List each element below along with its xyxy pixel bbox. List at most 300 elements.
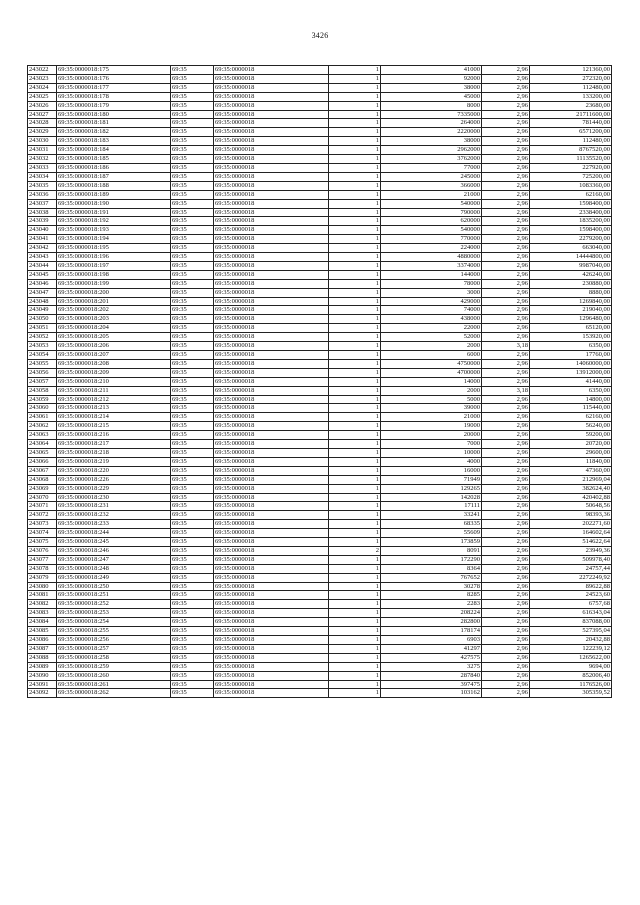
- table-row: [28, 671, 612, 680]
- row-id-cell: 243075: [28, 538, 57, 547]
- quarter-cell: 69:35:0000018: [214, 555, 329, 564]
- region-code-cell: 69:35: [171, 146, 214, 155]
- rate-cell: 2,96: [482, 457, 530, 466]
- rate-cell: 2,96: [482, 689, 530, 698]
- table-row: [28, 190, 612, 199]
- region-code-cell: 69:35: [171, 671, 214, 680]
- cadastral-number-cell: 69:35:0000018:262: [57, 689, 171, 698]
- region-code-cell: 69:35: [171, 555, 214, 564]
- quarter-cell: 69:35:0000018: [214, 671, 329, 680]
- row-id-cell: 243079: [28, 573, 57, 582]
- region-code-cell: 69:35: [171, 128, 214, 137]
- area-cell: 3762000: [381, 155, 482, 164]
- count-cell: 1: [329, 653, 381, 662]
- table-row: [28, 636, 612, 645]
- rate-cell: 2,96: [482, 609, 530, 618]
- value-cell: 164602,64: [530, 529, 612, 538]
- quarter-cell: 69:35:0000018: [214, 413, 329, 422]
- value-cell: 17760,00: [530, 351, 612, 360]
- cadastral-number-cell: 69:35:0000018:188: [57, 181, 171, 190]
- cadastral-number-cell: 69:35:0000018:196: [57, 253, 171, 262]
- table-row: [28, 119, 612, 128]
- region-code-cell: 69:35: [171, 466, 214, 475]
- count-cell: 1: [329, 413, 381, 422]
- table-row: [28, 502, 612, 511]
- cadastral-number-cell: 69:35:0000018:195: [57, 244, 171, 253]
- value-cell: 24523,60: [530, 591, 612, 600]
- area-cell: 16000: [381, 466, 482, 475]
- area-cell: 767652: [381, 573, 482, 582]
- rate-cell: 2,96: [482, 101, 530, 110]
- table-row: [28, 253, 612, 262]
- region-code-cell: 69:35: [171, 484, 214, 493]
- value-cell: 112480,00: [530, 137, 612, 146]
- cadastral-number-cell: 69:35:0000018:185: [57, 155, 171, 164]
- row-id-cell: 243065: [28, 448, 57, 457]
- area-cell: 620000: [381, 217, 482, 226]
- cadastral-number-cell: 69:35:0000018:175: [57, 66, 171, 75]
- cadastral-number-cell: 69:35:0000018:248: [57, 564, 171, 573]
- region-code-cell: 69:35: [171, 199, 214, 208]
- count-cell: 1: [329, 217, 381, 226]
- region-code-cell: 69:35: [171, 359, 214, 368]
- area-cell: 8091: [381, 546, 482, 555]
- row-id-cell: 243030: [28, 137, 57, 146]
- rate-cell: 2,96: [482, 653, 530, 662]
- rate-cell: 2,96: [482, 538, 530, 547]
- area-cell: 45000: [381, 92, 482, 101]
- quarter-cell: 69:35:0000018: [214, 324, 329, 333]
- row-id-cell: 243037: [28, 199, 57, 208]
- area-cell: 41000: [381, 66, 482, 75]
- count-cell: 1: [329, 270, 381, 279]
- value-cell: 89622,88: [530, 582, 612, 591]
- count-cell: 1: [329, 600, 381, 609]
- count-cell: 1: [329, 484, 381, 493]
- cadastral-number-cell: 69:35:0000018:215: [57, 422, 171, 431]
- row-id-cell: 243022: [28, 66, 57, 75]
- quarter-cell: 69:35:0000018: [214, 502, 329, 511]
- area-cell: 77000: [381, 163, 482, 172]
- row-id-cell: 243036: [28, 190, 57, 199]
- row-id-cell: 243055: [28, 359, 57, 368]
- value-cell: 23949,36: [530, 546, 612, 555]
- value-cell: 2272249,92: [530, 573, 612, 582]
- cadastral-number-cell: 69:35:0000018:211: [57, 386, 171, 395]
- value-cell: 98393,36: [530, 511, 612, 520]
- rate-cell: 2,96: [482, 431, 530, 440]
- rate-cell: 2,96: [482, 306, 530, 315]
- rate-cell: 2,96: [482, 422, 530, 431]
- value-cell: 1176526,00: [530, 680, 612, 689]
- area-cell: 3275: [381, 662, 482, 671]
- quarter-cell: 69:35:0000018: [214, 377, 329, 386]
- region-code-cell: 69:35: [171, 235, 214, 244]
- rate-cell: 2,96: [482, 573, 530, 582]
- area-cell: 8364: [381, 564, 482, 573]
- value-cell: 9694,00: [530, 662, 612, 671]
- rate-cell: 2,96: [482, 128, 530, 137]
- count-cell: 1: [329, 333, 381, 342]
- quarter-cell: 69:35:0000018: [214, 181, 329, 190]
- quarter-cell: 69:35:0000018: [214, 66, 329, 75]
- area-cell: 41297: [381, 644, 482, 653]
- row-id-cell: 243077: [28, 555, 57, 564]
- area-cell: 71949: [381, 475, 482, 484]
- quarter-cell: 69:35:0000018: [214, 457, 329, 466]
- value-cell: 509978,40: [530, 555, 612, 564]
- region-code-cell: 69:35: [171, 306, 214, 315]
- quarter-cell: 69:35:0000018: [214, 297, 329, 306]
- rate-cell: 3,18: [482, 386, 530, 395]
- quarter-cell: 69:35:0000018: [214, 155, 329, 164]
- row-id-cell: 243028: [28, 119, 57, 128]
- quarter-cell: 69:35:0000018: [214, 333, 329, 342]
- cadastral-number-cell: 69:35:0000018:183: [57, 137, 171, 146]
- row-id-cell: 243085: [28, 627, 57, 636]
- count-cell: 1: [329, 137, 381, 146]
- region-code-cell: 69:35: [171, 431, 214, 440]
- table-row: [28, 244, 612, 253]
- table-row: [28, 92, 612, 101]
- quarter-cell: 69:35:0000018: [214, 74, 329, 83]
- rate-cell: 2,96: [482, 591, 530, 600]
- area-cell: 144000: [381, 270, 482, 279]
- cadastral-value-table: [27, 65, 612, 698]
- count-cell: 1: [329, 253, 381, 262]
- quarter-cell: 69:35:0000018: [214, 83, 329, 92]
- cadastral-number-cell: 69:35:0000018:216: [57, 431, 171, 440]
- value-cell: 59200,00: [530, 431, 612, 440]
- count-cell: 1: [329, 680, 381, 689]
- cadastral-number-cell: 69:35:0000018:212: [57, 395, 171, 404]
- row-id-cell: 243080: [28, 582, 57, 591]
- cadastral-number-cell: 69:35:0000018:190: [57, 199, 171, 208]
- row-id-cell: 243089: [28, 662, 57, 671]
- cadastral-number-cell: 69:35:0000018:207: [57, 351, 171, 360]
- quarter-cell: 69:35:0000018: [214, 511, 329, 520]
- count-cell: 1: [329, 466, 381, 475]
- value-cell: 65120,00: [530, 324, 612, 333]
- area-cell: 21000: [381, 413, 482, 422]
- table-row: [28, 422, 612, 431]
- region-code-cell: 69:35: [171, 92, 214, 101]
- cadastral-number-cell: 69:35:0000018:252: [57, 600, 171, 609]
- region-code-cell: 69:35: [171, 627, 214, 636]
- area-cell: 245000: [381, 172, 482, 181]
- area-cell: 397475: [381, 680, 482, 689]
- area-cell: 3000: [381, 288, 482, 297]
- table-row: [28, 377, 612, 386]
- area-cell: 264000: [381, 119, 482, 128]
- rate-cell: 2,96: [482, 181, 530, 190]
- count-cell: 1: [329, 351, 381, 360]
- table-row: [28, 217, 612, 226]
- cadastral-number-cell: 69:35:0000018:250: [57, 582, 171, 591]
- quarter-cell: 69:35:0000018: [214, 680, 329, 689]
- region-code-cell: 69:35: [171, 155, 214, 164]
- count-cell: 1: [329, 368, 381, 377]
- row-id-cell: 243072: [28, 511, 57, 520]
- value-cell: 47360,00: [530, 466, 612, 475]
- region-code-cell: 69:35: [171, 600, 214, 609]
- row-id-cell: 243047: [28, 288, 57, 297]
- quarter-cell: 69:35:0000018: [214, 146, 329, 155]
- row-id-cell: 243066: [28, 457, 57, 466]
- value-cell: 21711600,00: [530, 110, 612, 119]
- row-id-cell: 243033: [28, 163, 57, 172]
- rate-cell: 2,96: [482, 582, 530, 591]
- cadastral-number-cell: 69:35:0000018:257: [57, 644, 171, 653]
- quarter-cell: 69:35:0000018: [214, 163, 329, 172]
- area-cell: 38000: [381, 83, 482, 92]
- quarter-cell: 69:35:0000018: [214, 600, 329, 609]
- count-cell: 2: [329, 546, 381, 555]
- rate-cell: 2,96: [482, 377, 530, 386]
- quarter-cell: 69:35:0000018: [214, 422, 329, 431]
- quarter-cell: 69:35:0000018: [214, 208, 329, 217]
- region-code-cell: 69:35: [171, 529, 214, 538]
- value-cell: 23680,00: [530, 101, 612, 110]
- region-code-cell: 69:35: [171, 83, 214, 92]
- row-id-cell: 243038: [28, 208, 57, 217]
- row-id-cell: 243059: [28, 395, 57, 404]
- area-cell: 6903: [381, 636, 482, 645]
- value-cell: 1598400,00: [530, 226, 612, 235]
- quarter-cell: 69:35:0000018: [214, 484, 329, 493]
- value-cell: 272320,00: [530, 74, 612, 83]
- value-cell: 8767520,00: [530, 146, 612, 155]
- region-code-cell: 69:35: [171, 448, 214, 457]
- table-row: [28, 297, 612, 306]
- value-cell: 8880,00: [530, 288, 612, 297]
- area-cell: 208224: [381, 609, 482, 618]
- area-cell: 2283: [381, 600, 482, 609]
- quarter-cell: 69:35:0000018: [214, 609, 329, 618]
- count-cell: 1: [329, 306, 381, 315]
- cadastral-number-cell: 69:35:0000018:209: [57, 368, 171, 377]
- table-row: [28, 66, 612, 75]
- region-code-cell: 69:35: [171, 288, 214, 297]
- rate-cell: 2,96: [482, 520, 530, 529]
- table-row: [28, 618, 612, 627]
- table-row: [28, 288, 612, 297]
- value-cell: 20432,88: [530, 636, 612, 645]
- region-code-cell: 69:35: [171, 324, 214, 333]
- cadastral-number-cell: 69:35:0000018:245: [57, 538, 171, 547]
- row-id-cell: 243023: [28, 74, 57, 83]
- count-cell: 1: [329, 404, 381, 413]
- count-cell: 1: [329, 66, 381, 75]
- region-code-cell: 69:35: [171, 66, 214, 75]
- quarter-cell: 69:35:0000018: [214, 627, 329, 636]
- value-cell: 41440,00: [530, 377, 612, 386]
- value-cell: 382624,40: [530, 484, 612, 493]
- quarter-cell: 69:35:0000018: [214, 199, 329, 208]
- count-cell: 1: [329, 324, 381, 333]
- cadastral-number-cell: 69:35:0000018:261: [57, 680, 171, 689]
- count-cell: 1: [329, 662, 381, 671]
- cadastral-number-cell: 69:35:0000018:186: [57, 163, 171, 172]
- count-cell: 1: [329, 128, 381, 137]
- value-cell: 6350,00: [530, 342, 612, 351]
- area-cell: 33241: [381, 511, 482, 520]
- count-cell: 1: [329, 564, 381, 573]
- quarter-cell: 69:35:0000018: [214, 261, 329, 270]
- quarter-cell: 69:35:0000018: [214, 137, 329, 146]
- rate-cell: 2,96: [482, 190, 530, 199]
- count-cell: 1: [329, 636, 381, 645]
- rate-cell: 2,96: [482, 297, 530, 306]
- quarter-cell: 69:35:0000018: [214, 253, 329, 262]
- row-id-cell: 243067: [28, 466, 57, 475]
- rate-cell: 2,96: [482, 636, 530, 645]
- rate-cell: 2,96: [482, 261, 530, 270]
- table-row: [28, 431, 612, 440]
- region-code-cell: 69:35: [171, 279, 214, 288]
- region-code-cell: 69:35: [171, 591, 214, 600]
- region-code-cell: 69:35: [171, 342, 214, 351]
- row-id-cell: 243024: [28, 83, 57, 92]
- row-id-cell: 243057: [28, 377, 57, 386]
- value-cell: 1269840,00: [530, 297, 612, 306]
- cadastral-number-cell: 69:35:0000018:179: [57, 101, 171, 110]
- rate-cell: 2,96: [482, 466, 530, 475]
- table-row: [28, 555, 612, 564]
- cadastral-number-cell: 69:35:0000018:193: [57, 226, 171, 235]
- region-code-cell: 69:35: [171, 226, 214, 235]
- value-cell: 2279200,00: [530, 235, 612, 244]
- area-cell: 22000: [381, 324, 482, 333]
- table-row: [28, 386, 612, 395]
- table-row: [28, 582, 612, 591]
- area-cell: 172290: [381, 555, 482, 564]
- count-cell: 1: [329, 457, 381, 466]
- count-cell: 1: [329, 431, 381, 440]
- row-id-cell: 243034: [28, 172, 57, 181]
- region-code-cell: 69:35: [171, 163, 214, 172]
- region-code-cell: 69:35: [171, 395, 214, 404]
- area-cell: 4750000: [381, 359, 482, 368]
- quarter-cell: 69:35:0000018: [214, 520, 329, 529]
- cadastral-number-cell: 69:35:0000018:208: [57, 359, 171, 368]
- row-id-cell: 243041: [28, 235, 57, 244]
- area-cell: 129265: [381, 484, 482, 493]
- cadastral-number-cell: 69:35:0000018:226: [57, 475, 171, 484]
- value-cell: 227920,00: [530, 163, 612, 172]
- cadastral-number-cell: 69:35:0000018:201: [57, 297, 171, 306]
- area-cell: 2220000: [381, 128, 482, 137]
- region-code-cell: 69:35: [171, 137, 214, 146]
- area-cell: 103162: [381, 689, 482, 698]
- area-cell: 173859: [381, 538, 482, 547]
- count-cell: 1: [329, 529, 381, 538]
- region-code-cell: 69:35: [171, 653, 214, 662]
- value-cell: 837088,00: [530, 618, 612, 627]
- table-row: [28, 457, 612, 466]
- table-row: [28, 324, 612, 333]
- rate-cell: 2,96: [482, 208, 530, 217]
- rate-cell: 2,96: [482, 244, 530, 253]
- area-cell: 7335000: [381, 110, 482, 119]
- count-cell: 1: [329, 502, 381, 511]
- rate-cell: 2,96: [482, 546, 530, 555]
- rate-cell: 2,96: [482, 555, 530, 564]
- rate-cell: 2,96: [482, 680, 530, 689]
- value-cell: 230880,00: [530, 279, 612, 288]
- region-code-cell: 69:35: [171, 217, 214, 226]
- row-id-cell: 243069: [28, 484, 57, 493]
- cadastral-number-cell: 69:35:0000018:258: [57, 653, 171, 662]
- row-id-cell: 243044: [28, 261, 57, 270]
- row-id-cell: 243054: [28, 351, 57, 360]
- table-row: [28, 448, 612, 457]
- row-id-cell: 243071: [28, 502, 57, 511]
- region-code-cell: 69:35: [171, 270, 214, 279]
- value-cell: 153920,00: [530, 333, 612, 342]
- table-row: [28, 110, 612, 119]
- count-cell: 1: [329, 181, 381, 190]
- count-cell: 1: [329, 244, 381, 253]
- region-code-cell: 69:35: [171, 573, 214, 582]
- quarter-cell: 69:35:0000018: [214, 573, 329, 582]
- area-cell: 17111: [381, 502, 482, 511]
- region-code-cell: 69:35: [171, 662, 214, 671]
- row-id-cell: 243042: [28, 244, 57, 253]
- quarter-cell: 69:35:0000018: [214, 466, 329, 475]
- count-cell: 1: [329, 190, 381, 199]
- rate-cell: 2,96: [482, 324, 530, 333]
- quarter-cell: 69:35:0000018: [214, 306, 329, 315]
- rate-cell: 2,96: [482, 359, 530, 368]
- cadastral-number-cell: 69:35:0000018:255: [57, 627, 171, 636]
- value-cell: 2338400,00: [530, 208, 612, 217]
- table-row: [28, 208, 612, 217]
- table-row: [28, 440, 612, 449]
- table-row: [28, 653, 612, 662]
- rate-cell: 2,96: [482, 502, 530, 511]
- quarter-cell: 69:35:0000018: [214, 368, 329, 377]
- cadastral-number-cell: 69:35:0000018:182: [57, 128, 171, 137]
- rate-cell: 2,96: [482, 119, 530, 128]
- quarter-cell: 69:35:0000018: [214, 529, 329, 538]
- count-cell: 1: [329, 475, 381, 484]
- table-row: [28, 333, 612, 342]
- area-cell: 8000: [381, 101, 482, 110]
- rate-cell: 2,96: [482, 564, 530, 573]
- cadastral-number-cell: 69:35:0000018:187: [57, 172, 171, 181]
- row-id-cell: 243035: [28, 181, 57, 190]
- value-cell: 29600,00: [530, 448, 612, 457]
- row-id-cell: 243060: [28, 404, 57, 413]
- value-cell: 9987040,00: [530, 261, 612, 270]
- row-id-cell: 243087: [28, 644, 57, 653]
- table-row: [28, 413, 612, 422]
- quarter-cell: 69:35:0000018: [214, 101, 329, 110]
- table-row: [28, 235, 612, 244]
- region-code-cell: 69:35: [171, 636, 214, 645]
- region-code-cell: 69:35: [171, 511, 214, 520]
- table-row: [28, 226, 612, 235]
- region-code-cell: 69:35: [171, 689, 214, 698]
- value-cell: 305359,52: [530, 689, 612, 698]
- region-code-cell: 69:35: [171, 582, 214, 591]
- area-cell: 38000: [381, 137, 482, 146]
- table-row: [28, 475, 612, 484]
- count-cell: 1: [329, 226, 381, 235]
- table-row: [28, 83, 612, 92]
- table-row: [28, 609, 612, 618]
